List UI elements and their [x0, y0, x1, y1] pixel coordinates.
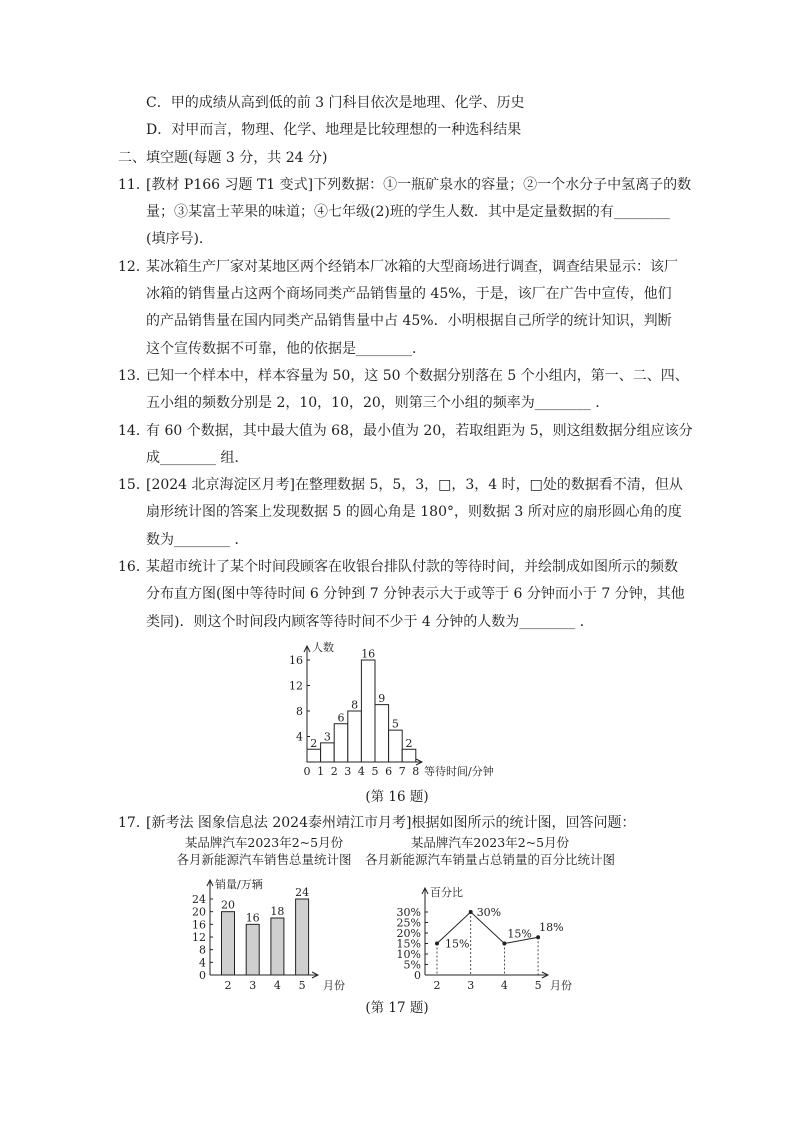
y-tick-label: 12 [289, 679, 303, 693]
chart-title-line: 各月新能源汽车销售总量统计图 [176, 852, 352, 867]
question-14 [118, 418, 758, 473]
bar-chart-sales [175, 870, 365, 995]
bar-value-label: 16 [245, 911, 260, 925]
histogram-waiting-time [285, 640, 510, 780]
sales-bar [246, 924, 259, 975]
histogram-bar [402, 749, 416, 762]
x-tick-label: 3 [467, 979, 475, 992]
question-first-line [118, 363, 758, 390]
point-value-label: 15% [445, 937, 470, 951]
question-line: 分布直方图(图中等待时间 6 分钟到 7 分钟表示大于或等于 6 分钟而小于 7 分钟，其他 [146, 586, 685, 603]
point-value-label: 15% [507, 927, 532, 941]
y-tick-label: 12 [192, 931, 206, 944]
y-tick-label: 20% [396, 927, 421, 940]
x-tick-label: 7 [398, 765, 406, 778]
y-axis-label: 百分比 [430, 886, 463, 899]
question-line: (填序号)． [146, 231, 213, 248]
question-number: 16． [118, 559, 150, 576]
x-tick-label: 3 [344, 765, 352, 778]
y-tick-label: 16 [192, 918, 206, 932]
data-point [502, 942, 506, 946]
histogram-bar [361, 660, 375, 762]
data-point [469, 910, 473, 914]
option-d: D．对甲而言，物理、化学、地理是比较理想的一种选科结果 [146, 122, 522, 139]
histogram-bar [375, 705, 389, 762]
y-tick-label: 5% [403, 958, 421, 972]
x-tick-label: 6 [385, 765, 393, 778]
data-point [435, 942, 439, 946]
x-tick-label: 8 [412, 765, 420, 778]
question-line: [教材 P166 习题 T1 变式]下列数据：①一瓶矿泉水的容量；②一个水分子中氢离子的数 [146, 176, 692, 193]
question-13 [118, 363, 758, 418]
percentage-chart-title [360, 834, 620, 868]
y-tick-label: 4 [296, 730, 303, 744]
bar-value-label: 6 [337, 711, 345, 725]
x-tick-label: 3 [249, 979, 257, 992]
bar-value-label: 3 [323, 730, 331, 744]
question-first-line [118, 554, 758, 581]
data-point [536, 935, 540, 939]
histogram-bar [334, 724, 348, 762]
chart-title-line: 某品牌汽车2023年2~5月份 [184, 835, 344, 850]
question-line: 已知一个样本中，样本容量为 50，这 50 个数据分别落在 5 个小组内，第一、二、四、 [146, 367, 689, 384]
point-value-label: 18% [539, 921, 564, 935]
bar-value-label: 16 [361, 647, 376, 661]
y-tick-label: 20 [192, 905, 206, 919]
question-number: 12． [118, 258, 150, 275]
bar-value-label: 2 [310, 736, 318, 750]
bar-value-label: 24 [295, 886, 310, 899]
y-tick-label: 10% [396, 948, 421, 961]
x-tick-label: 5 [298, 979, 306, 992]
y-tick-label: 25% [396, 916, 421, 930]
question-first-line [118, 472, 758, 499]
x-tick-label: 2 [433, 979, 441, 992]
point-value-label: 30% [476, 906, 502, 919]
x-tick-label: 2 [330, 765, 338, 778]
question-number: 17． [118, 815, 150, 831]
bar-value-label: 2 [405, 736, 413, 750]
x-tick-label: 0 [303, 765, 311, 778]
question-line: 五小组的频数分别是 2，10，10，20，则第三个小组的频率为________ ． [146, 395, 610, 412]
question-number: 14． [118, 422, 150, 439]
histogram-bar [348, 711, 362, 762]
histogram-bar [389, 730, 403, 762]
sales-bar [296, 899, 309, 975]
question-line: 有 60 个数据，其中最大值为 68，最小值为 20，若取组距为 5，则这组数据分组应该分 [146, 422, 693, 439]
question-15 [118, 472, 758, 554]
y-tick-label: 15% [396, 937, 421, 951]
x-tick-label: 2 [224, 979, 232, 992]
question-16 [118, 554, 758, 636]
bar-value-label: 18 [270, 905, 285, 918]
y-tick-label: 8 [296, 705, 303, 718]
question-text-block [118, 90, 758, 636]
sales-chart-title [164, 834, 364, 868]
question-number: 11． [118, 176, 150, 193]
question-number: 13． [118, 367, 150, 384]
question-number: 15． [118, 477, 150, 494]
section-title: 二、填空题(每题 3 分，共 24 分) [118, 149, 328, 166]
histogram-bar [307, 749, 321, 762]
question-line: 扇形统计图的答案上发现数据 5 的圆心角是 180°，则数据 3 所对应的扇形圆心角的度 [146, 504, 682, 521]
question-line: 数为________ ． [146, 531, 249, 548]
question-first-line [118, 172, 758, 199]
question-line: 成________ 组． [146, 449, 249, 466]
bar-value-label: 5 [391, 717, 399, 731]
question-line: 这个宣传数据不可靠，他的依据是________． [146, 340, 426, 357]
x-axis-label: 月份 [550, 979, 572, 992]
sales-bar [271, 918, 284, 975]
y-tick-label: 4 [199, 956, 206, 970]
figure-16-caption: (第 16 题) [365, 789, 429, 805]
question-line: 某冰箱生产厂家对某地区两个经销本厂冰箱的大型商场进行调查，调查结果显示：该厂 [146, 258, 678, 275]
question-line: 的产品销售量在国内同类产品销售量中占 45%．小明根据自己所学的统计知识，判断 [146, 313, 672, 330]
y-tick-label: 0 [199, 969, 206, 982]
bar-value-label: 8 [351, 698, 359, 712]
y-axis-label: 销量/万辆 [215, 878, 263, 891]
question-line: 类同)．则这个时间段内顾客等待时间不少于 4 分钟的人数为________ ． [146, 613, 594, 630]
x-tick-label: 1 [317, 765, 325, 778]
line-chart-percentage [390, 880, 590, 995]
y-tick-label: 16 [289, 654, 303, 667]
histogram-bar [321, 743, 335, 762]
question-first-line [118, 418, 758, 445]
chart-title-line: 各月新能源汽车销量占总销量的百分比统计图 [364, 852, 615, 867]
y-axis-label: 人数 [312, 641, 334, 654]
x-tick-label: 5 [371, 765, 379, 778]
x-tick-label: 4 [357, 765, 365, 778]
y-tick-label: 24 [192, 893, 206, 906]
question-line: [2024 北京海淀区月考]在整理数据 5，5，3，□，3，4 时，□处的数据看不清，但从 [146, 477, 683, 494]
question-first-line [118, 254, 758, 281]
y-tick-label: 30% [396, 906, 421, 919]
x-axis-label: 月份 [323, 979, 345, 992]
question-line: 量；③某富士苹果的味道；④七年级(2)班的学生人数．其中是定量数据的有________ [146, 204, 670, 221]
bar-value-label: 20 [221, 898, 235, 912]
sales-bar [222, 912, 235, 975]
x-tick-label: 4 [273, 979, 281, 992]
question-line: [新考法 图象信息法 2024泰州靖江市月考]根据如图所示的统计图，回答问题： [146, 815, 636, 831]
x-tick-label: 5 [534, 979, 542, 992]
question-line: 冰箱的销售量占这两个商场同类产品销售量的 45%，于是，该厂在广告中宣传，他们 [146, 286, 672, 303]
bar-value-label: 9 [378, 692, 386, 706]
chart-title-line: 某品牌汽车2023年2~5月份 [410, 835, 570, 850]
y-tick-label: 0 [414, 969, 421, 982]
question-11 [118, 172, 758, 254]
option-c: C．甲的成绩从高到低的前 3 门科目依次是地理、化学、历史 [146, 95, 525, 111]
y-tick-label: 8 [199, 943, 206, 957]
question-12 [118, 254, 758, 363]
x-tick-label: 4 [500, 979, 508, 992]
question-line: 某超市统计了某个时间段顾客在收银台排队付款的等待时间，并绘制成如图所示的频数 [146, 559, 678, 576]
x-axis-label: 等待时间/分钟 [424, 765, 494, 778]
figure-17-caption: (第 17 题) [365, 1000, 429, 1016]
